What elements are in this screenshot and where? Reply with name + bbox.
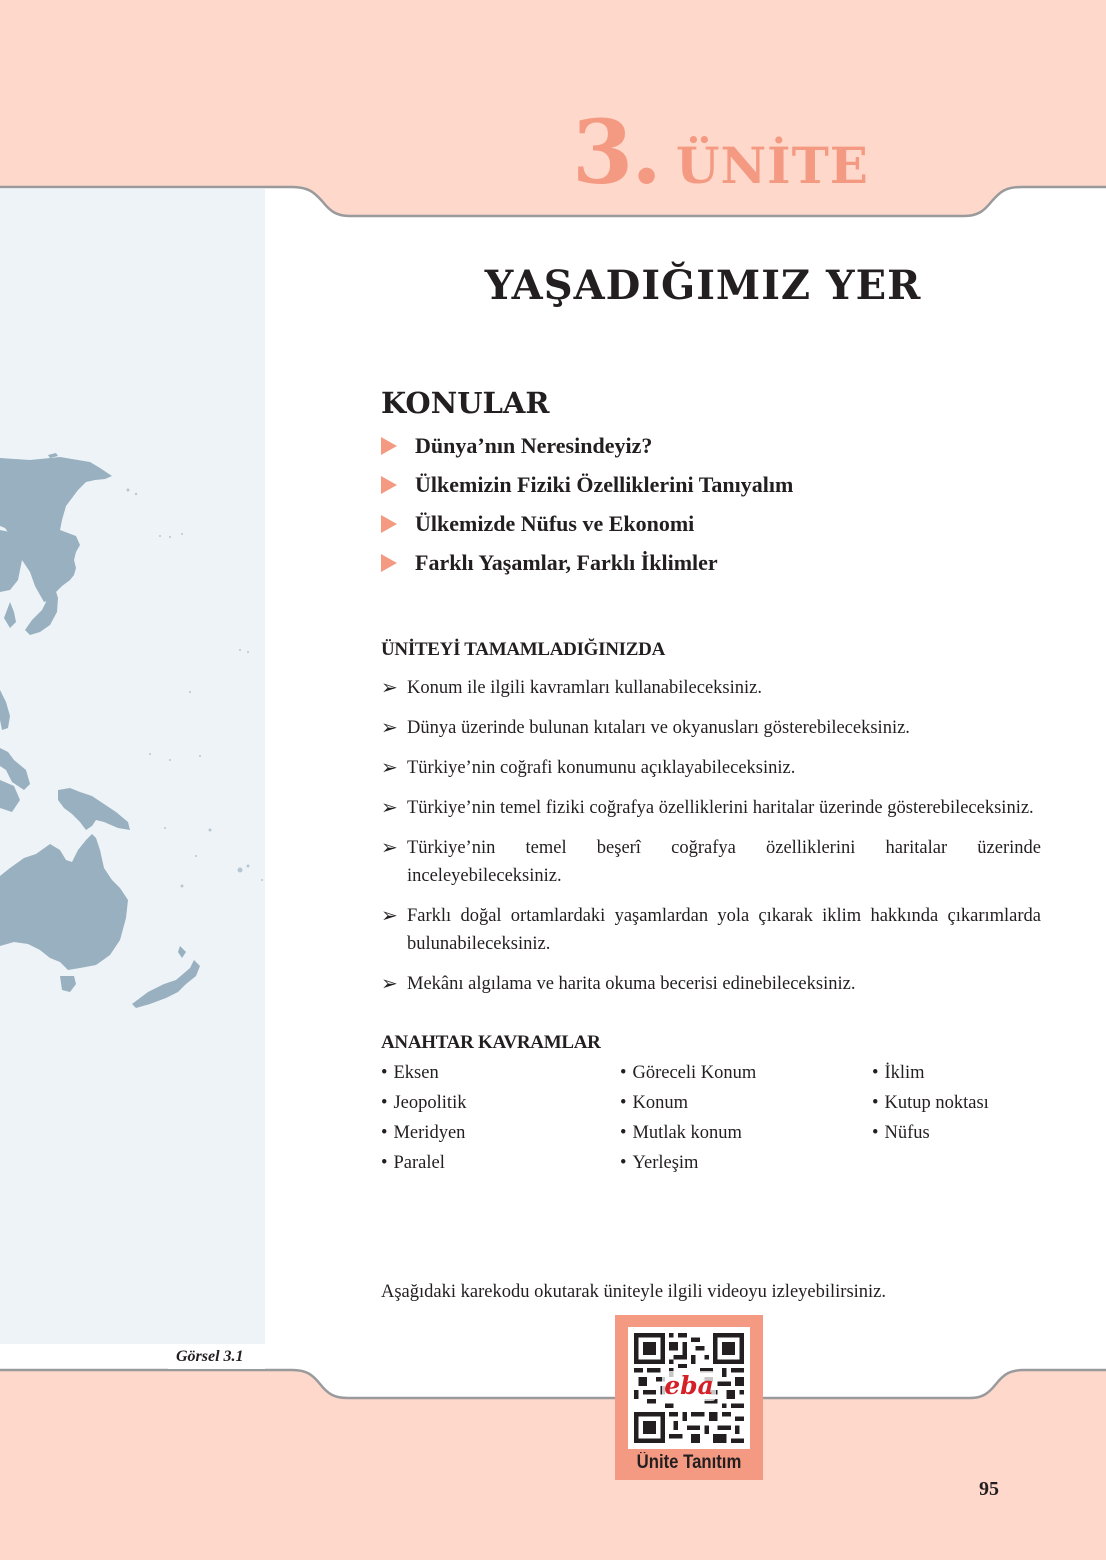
keywords-column-3 (872, 1058, 989, 1148)
outcome-item (381, 674, 1041, 702)
triangle-bullet-icon (381, 554, 397, 572)
arrow-bullet-icon: ➢ (381, 797, 398, 819)
qr-label: Ünite Tanıtım (636, 1452, 742, 1473)
outcome-text: Dünya üzerinde bulunan kıtaları ve okyanusları gösterebileceksiniz. (407, 718, 910, 738)
keyword-item: • Mutlak konum (620, 1118, 756, 1148)
topic-item (381, 504, 1041, 543)
unit-number: 3. (572, 100, 660, 204)
outcome-text: Türkiye’nin temel fiziki coğrafya özelliklerini haritalar üzerinde gösterebileceksiniz. (407, 798, 1034, 818)
figure-caption: Görsel 3.1 (168, 1345, 265, 1369)
keyword-item: • Kutup noktası (872, 1088, 989, 1118)
triangle-bullet-icon (381, 476, 397, 494)
arrow-bullet-icon: ➢ (381, 757, 398, 779)
topic-label: Ülkemizde Nüfus ve Ekonomi (415, 510, 695, 536)
arrow-bullet-icon: ➢ (381, 837, 398, 859)
keywords-column-1 (381, 1058, 466, 1178)
arrow-bullet-icon: ➢ (381, 717, 398, 739)
triangle-bullet-icon (381, 437, 397, 455)
topic-label: Ülkemizin Fiziki Özelliklerini Tanıyalım (415, 471, 794, 497)
outcome-item (381, 714, 1041, 742)
topics-list (381, 426, 1041, 582)
top-header-band (0, 0, 1106, 216)
keywords-grid (381, 1058, 1041, 1183)
unit-content (381, 384, 1041, 1183)
keyword-item: • Göreceli Konum (620, 1058, 756, 1088)
page-number: 95 (979, 1478, 999, 1500)
outcomes-title: ÜNİTEYİ TAMAMLADIĞINIZDA (381, 639, 665, 660)
unit-heading (572, 100, 869, 204)
outcome-item (381, 794, 1041, 822)
keyword-item: • Konum (620, 1088, 756, 1118)
triangle-bullet-icon (381, 515, 397, 533)
keyword-item: • Paralel (381, 1148, 466, 1178)
world-map-image (0, 189, 265, 1344)
outcome-item (381, 834, 1041, 890)
asia-pacific-map-graphic (0, 189, 265, 1344)
unit-word: ÜNİTE (675, 136, 869, 195)
eba-logo: eba (662, 1371, 716, 1401)
outcome-item (381, 902, 1041, 958)
keyword-item: • Yerleşim (620, 1148, 756, 1178)
topic-item (381, 426, 1041, 465)
outcome-item (381, 970, 1041, 998)
topics-title: KONULAR (381, 386, 550, 420)
keyword-item: • Eksen (381, 1058, 466, 1088)
keyword-item: • İklim (872, 1058, 989, 1088)
keywords-column-2 (620, 1058, 756, 1178)
outcome-text: Türkiye’nin coğrafi konumunu açıklayabileceksiniz. (407, 758, 796, 778)
qr-code[interactable] (628, 1327, 750, 1449)
keyword-item: • Nüfus (872, 1118, 989, 1148)
outcome-text: Türkiye’nin temel beşerî coğrafya özelliklerini haritalar üzerinde inceleyebileceksiniz. (407, 838, 1041, 886)
qr-code-card[interactable] (615, 1315, 763, 1480)
outcome-text: Farklı doğal ortamlardaki yaşamlardan yola çıkarak iklim hakkında çıkarımlarda bulunabileceksiniz. (407, 906, 1041, 954)
topic-label: Farklı Yaşamlar, Farklı İklimler (415, 549, 718, 575)
outcomes-list (381, 674, 1041, 998)
topic-item (381, 543, 1041, 582)
keyword-item: • Meridyen (381, 1118, 466, 1148)
outcome-text: Mekânı algılama ve harita okuma becerisi edinebileceksiniz. (407, 974, 856, 994)
qr-instruction-text: Aşağıdaki karekodu okutarak üniteyle ilgili videoyu izleyebilirsiniz. (381, 1282, 887, 1302)
keyword-item: • Jeopolitik (381, 1088, 466, 1118)
outcome-item (381, 754, 1041, 782)
topic-item (381, 465, 1041, 504)
page-title: YAŞADIĞIMIZ YER (484, 262, 922, 309)
arrow-bullet-icon: ➢ (381, 905, 398, 927)
arrow-bullet-icon: ➢ (381, 973, 398, 995)
keywords-title: ANAHTAR KAVRAMLAR (381, 1032, 601, 1053)
topic-label: Dünya’nın Neresindeyiz? (415, 432, 653, 458)
outcome-text: Konum ile ilgili kavramları kullanabileceksiniz. (407, 678, 762, 698)
arrow-bullet-icon: ➢ (381, 677, 398, 699)
